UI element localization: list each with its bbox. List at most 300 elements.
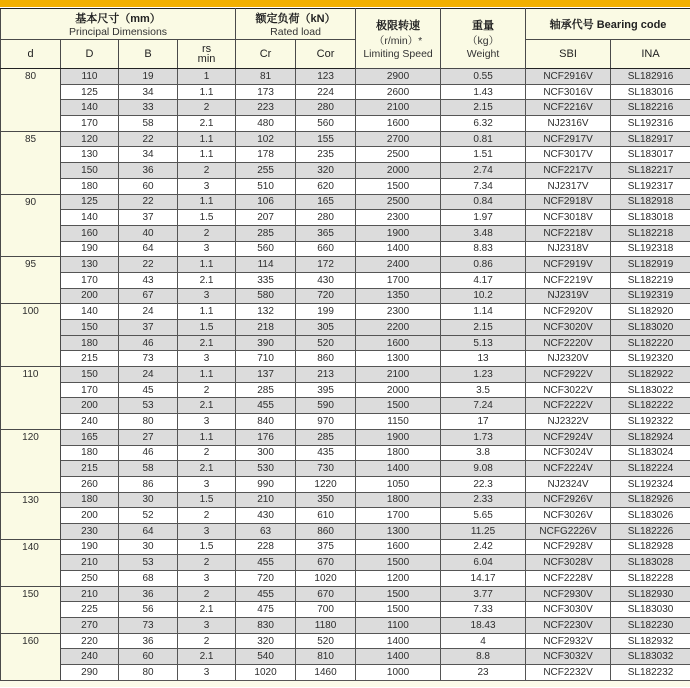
cell-B: 80 [119,414,178,430]
table-row [1,194,690,210]
cell-rs_min: 2 [178,586,236,602]
cell-B: 86 [119,476,178,492]
cell-B: 22 [119,131,178,147]
cell-weight: 3.48 [441,225,526,241]
bottom-strip [0,681,690,687]
cell-Cr: 510 [236,178,296,194]
rs-label: rs [201,43,212,55]
col-header-rs-min [178,40,236,69]
cell-weight: 2.74 [441,163,526,179]
cell-weight: 13 [441,351,526,367]
cell-ina_code: SL192318 [611,241,690,257]
cell-ina_code: SL183022 [611,382,690,398]
cell-limiting_speed: 2700 [356,131,441,147]
limiting-speed-unit: （r/min）* [373,35,423,47]
cell-ina_code: SL192317 [611,178,690,194]
cell-Cr: 560 [236,241,296,257]
cell-ina_code: SL183017 [611,147,690,163]
cell-D: 270 [61,618,119,634]
cell-ina_code: SL182222 [611,398,690,414]
table-row [1,649,690,665]
cell-D: 180 [61,178,119,194]
cell-B: 34 [119,84,178,100]
cell-ina_code: SL192316 [611,116,690,132]
cell-B: 64 [119,523,178,539]
cell-rs_min: 2.1 [178,272,236,288]
table-row [1,210,690,226]
cell-limiting_speed: 2600 [356,84,441,100]
cell-rs_min: 1.1 [178,257,236,273]
table-header [1,9,690,69]
table-row [1,508,690,524]
cell-rs_min: 1.1 [178,194,236,210]
cell-B: 60 [119,649,178,665]
cell-B: 37 [119,320,178,336]
cell-Cr: 102 [236,131,296,147]
table-row [1,351,690,367]
cell-rs_min: 2.1 [178,398,236,414]
cell-Cr: 455 [236,398,296,414]
cell-rs_min: 3 [178,288,236,304]
cell-sbi_code: NCF2922V [526,367,611,383]
header-limiting-speed [356,9,441,69]
cell-B: 60 [119,178,178,194]
top-accent-bar [0,0,690,7]
cell-B: 53 [119,398,178,414]
cell-limiting_speed: 2500 [356,147,441,163]
table-row [1,304,690,320]
weight-unit: （kg） [467,35,500,47]
cell-sbi_code: NCF3016V [526,84,611,100]
table-row [1,335,690,351]
cell-weight: 5.65 [441,508,526,524]
header-principal-dimensions [1,9,236,40]
cell-Cr: 455 [236,586,296,602]
cell-Cor: 320 [296,163,356,179]
cell-weight: 1.14 [441,304,526,320]
cell-limiting_speed: 1050 [356,476,441,492]
cell-D: 140 [61,304,119,320]
cell-D: 140 [61,210,119,226]
table-row [1,367,690,383]
cell-weight: 2.15 [441,100,526,116]
cell-limiting_speed: 2100 [356,100,441,116]
cell-limiting_speed: 1600 [356,335,441,351]
bore-diameter-cell: 95 [1,257,61,304]
cell-Cr: 106 [236,194,296,210]
cell-ina_code: SL192319 [611,288,690,304]
table-row [1,241,690,257]
cell-sbi_code: NCF2926V [526,492,611,508]
cell-D: 240 [61,649,119,665]
cell-ina_code: SL183020 [611,320,690,336]
cell-ina_code: SL182224 [611,461,690,477]
bore-diameter-cell: 90 [1,194,61,257]
cell-Cr: 390 [236,335,296,351]
cell-ina_code: SL182920 [611,304,690,320]
cell-weight: 1.51 [441,147,526,163]
cell-Cr: 430 [236,508,296,524]
table-row [1,555,690,571]
cell-Cor: 430 [296,272,356,288]
table-row [1,69,690,85]
header-bearing-code [526,9,690,40]
cell-limiting_speed: 2000 [356,163,441,179]
cell-B: 27 [119,429,178,445]
cell-limiting_speed: 2300 [356,210,441,226]
cell-weight: 3.77 [441,586,526,602]
table-row [1,131,690,147]
table-row [1,539,690,555]
cell-weight: 6.32 [441,116,526,132]
bore-diameter-cell: 150 [1,586,61,633]
col-header-B: B [119,40,178,69]
cell-sbi_code: NCF3018V [526,210,611,226]
cell-Cor: 285 [296,429,356,445]
cell-Cr: 176 [236,429,296,445]
bearing-code-label: 轴承代号 Bearing code [549,19,667,31]
cell-sbi_code: NJ2316V [526,116,611,132]
cell-Cr: 710 [236,351,296,367]
bore-diameter-cell: 100 [1,304,61,367]
cell-weight: 4 [441,633,526,649]
cell-rs_min: 3 [178,618,236,634]
cell-Cr: 475 [236,602,296,618]
cell-ina_code: SL182928 [611,539,690,555]
cell-weight: 18.43 [441,618,526,634]
cell-weight: 3.8 [441,445,526,461]
cell-rs_min: 2.1 [178,602,236,618]
table-row [1,272,690,288]
cell-D: 180 [61,492,119,508]
cell-Cor: 365 [296,225,356,241]
cell-sbi_code: NCF2924V [526,429,611,445]
cell-rs_min: 1 [178,69,236,85]
cell-rs_min: 1.1 [178,131,236,147]
table-row [1,100,690,116]
cell-Cor: 720 [296,288,356,304]
cell-ina_code: SL182219 [611,272,690,288]
col-header-sbi: SBI [526,40,611,69]
cell-Cr: 255 [236,163,296,179]
cell-rs_min: 3 [178,178,236,194]
cell-weight: 2.33 [441,492,526,508]
cell-Cor: 700 [296,602,356,618]
cell-sbi_code: NCF2222V [526,398,611,414]
cell-limiting_speed: 1700 [356,508,441,524]
cell-D: 220 [61,633,119,649]
bore-diameter-cell: 120 [1,429,61,492]
cell-limiting_speed: 1500 [356,602,441,618]
table-row [1,476,690,492]
col-header-d: d [1,40,61,69]
cell-Cor: 970 [296,414,356,430]
cell-ina_code: SL182220 [611,335,690,351]
cell-Cr: 830 [236,618,296,634]
cell-B: 30 [119,539,178,555]
cell-weight: 8.8 [441,649,526,665]
cell-B: 40 [119,225,178,241]
cell-B: 73 [119,351,178,367]
cell-ina_code: SL182218 [611,225,690,241]
cell-sbi_code: NCF2224V [526,461,611,477]
cell-rs_min: 2.1 [178,461,236,477]
cell-D: 230 [61,523,119,539]
cell-sbi_code: NCF2230V [526,618,611,634]
cell-rs_min: 3 [178,523,236,539]
cell-ina_code: SL182918 [611,194,690,210]
cell-sbi_code: NCF2217V [526,163,611,179]
cell-weight: 7.33 [441,602,526,618]
weight-en: Weight [466,48,500,60]
cell-Cor: 213 [296,367,356,383]
cell-Cor: 560 [296,116,356,132]
table-row [1,84,690,100]
cell-ina_code: SL183016 [611,84,690,100]
cell-sbi_code: NJ2317V [526,178,611,194]
cell-limiting_speed: 1200 [356,571,441,587]
col-header-D: D [61,40,119,69]
cell-D: 150 [61,163,119,179]
table-row [1,398,690,414]
cell-sbi_code: NJ2320V [526,351,611,367]
cell-ina_code: SL182217 [611,163,690,179]
principal-dimensions-en: Principal Dimensions [69,26,168,38]
cell-D: 215 [61,351,119,367]
cell-B: 46 [119,445,178,461]
table-row [1,602,690,618]
cell-Cor: 660 [296,241,356,257]
cell-sbi_code: NCF3032V [526,649,611,665]
cell-Cor: 199 [296,304,356,320]
cell-D: 290 [61,665,119,681]
table-row [1,461,690,477]
cell-Cr: 320 [236,633,296,649]
table-row [1,633,690,649]
cell-D: 240 [61,414,119,430]
cell-rs_min: 2.1 [178,116,236,132]
table-row [1,414,690,430]
cell-Cr: 540 [236,649,296,665]
cell-Cor: 730 [296,461,356,477]
cell-D: 160 [61,225,119,241]
cell-rs_min: 1.1 [178,84,236,100]
table-row [1,320,690,336]
cell-sbi_code: NCF2228V [526,571,611,587]
cell-weight: 0.55 [441,69,526,85]
col-header-cr: Cr [236,40,296,69]
cell-rs_min: 1.1 [178,429,236,445]
cell-Cr: 137 [236,367,296,383]
cell-Cor: 224 [296,84,356,100]
cell-rs_min: 3 [178,351,236,367]
cell-Cr: 285 [236,382,296,398]
cell-sbi_code: NCFG2226V [526,523,611,539]
cell-sbi_code: NJ2319V [526,288,611,304]
table-row [1,257,690,273]
cell-limiting_speed: 1400 [356,461,441,477]
cell-Cor: 375 [296,539,356,555]
table-row [1,163,690,179]
cell-ina_code: SL182232 [611,665,690,681]
cell-weight: 2.42 [441,539,526,555]
cell-Cor: 172 [296,257,356,273]
cell-ina_code: SL182924 [611,429,690,445]
cell-rs_min: 2 [178,633,236,649]
cell-ina_code: SL182228 [611,571,690,587]
cell-Cor: 670 [296,586,356,602]
cell-D: 200 [61,288,119,304]
cell-Cor: 305 [296,320,356,336]
cell-Cr: 114 [236,257,296,273]
cell-rs_min: 1.5 [178,539,236,555]
cell-rs_min: 3 [178,476,236,492]
cell-D: 130 [61,257,119,273]
cell-ina_code: SL183024 [611,445,690,461]
cell-D: 170 [61,272,119,288]
cell-weight: 7.24 [441,398,526,414]
cell-limiting_speed: 1400 [356,649,441,665]
cell-B: 52 [119,508,178,524]
cell-sbi_code: NCF2918V [526,194,611,210]
cell-Cor: 165 [296,194,356,210]
cell-D: 250 [61,571,119,587]
bore-diameter-cell: 80 [1,69,61,132]
cell-D: 210 [61,555,119,571]
cell-sbi_code: NJ2318V [526,241,611,257]
cell-sbi_code: NCF3030V [526,602,611,618]
cell-B: 24 [119,304,178,320]
cell-D: 110 [61,69,119,85]
cell-ina_code: SL182919 [611,257,690,273]
cell-Cr: 580 [236,288,296,304]
col-header-ina: INA [611,40,690,69]
cell-weight: 3.5 [441,382,526,398]
cell-Cor: 810 [296,649,356,665]
cell-weight: 23 [441,665,526,681]
bore-diameter-cell: 110 [1,367,61,430]
cell-limiting_speed: 2100 [356,367,441,383]
table-row [1,523,690,539]
weight-zh: 重量 [472,20,495,32]
cell-Cr: 285 [236,225,296,241]
cell-rs_min: 1.5 [178,492,236,508]
cell-Cor: 620 [296,178,356,194]
cell-weight: 11.25 [441,523,526,539]
cell-sbi_code: NCF2916V [526,69,611,85]
cell-weight: 22.3 [441,476,526,492]
cell-Cor: 520 [296,335,356,351]
cell-Cor: 670 [296,555,356,571]
table-row [1,147,690,163]
cell-Cr: 210 [236,492,296,508]
cell-Cor: 123 [296,69,356,85]
cell-Cor: 520 [296,633,356,649]
cell-B: 56 [119,602,178,618]
table-row [1,225,690,241]
table-row [1,665,690,681]
cell-limiting_speed: 1300 [356,351,441,367]
cell-D: 150 [61,320,119,336]
rs-min-label: min [197,53,216,65]
cell-B: 36 [119,586,178,602]
cell-ina_code: SL192320 [611,351,690,367]
cell-limiting_speed: 2400 [356,257,441,273]
cell-Cr: 81 [236,69,296,85]
table-row [1,178,690,194]
cell-limiting_speed: 1600 [356,116,441,132]
cell-D: 140 [61,100,119,116]
col-header-cor: Cor [296,40,356,69]
cell-sbi_code: NCF3022V [526,382,611,398]
cell-D: 170 [61,382,119,398]
cell-limiting_speed: 1800 [356,492,441,508]
bore-diameter-cell: 85 [1,131,61,194]
cell-Cr: 720 [236,571,296,587]
cell-limiting_speed: 1400 [356,241,441,257]
cell-B: 30 [119,492,178,508]
bore-diameter-cell: 160 [1,633,61,680]
cell-ina_code: SL183018 [611,210,690,226]
cell-Cor: 1020 [296,571,356,587]
cell-B: 33 [119,100,178,116]
cell-D: 190 [61,539,119,555]
cell-weight: 14.17 [441,571,526,587]
cell-limiting_speed: 2200 [356,320,441,336]
cell-sbi_code: NCF3020V [526,320,611,336]
cell-rs_min: 2 [178,508,236,524]
cell-D: 125 [61,194,119,210]
cell-weight: 2.15 [441,320,526,336]
cell-Cr: 132 [236,304,296,320]
cell-Cr: 1020 [236,665,296,681]
cell-B: 37 [119,210,178,226]
cell-ina_code: SL182226 [611,523,690,539]
cell-limiting_speed: 1900 [356,429,441,445]
cell-Cor: 280 [296,210,356,226]
cell-Cr: 207 [236,210,296,226]
cell-limiting_speed: 1400 [356,633,441,649]
cell-Cr: 990 [236,476,296,492]
cell-ina_code: SL182216 [611,100,690,116]
cell-sbi_code: NCF2218V [526,225,611,241]
cell-weight: 1.97 [441,210,526,226]
table-row [1,429,690,445]
cell-limiting_speed: 1500 [356,398,441,414]
cell-B: 46 [119,335,178,351]
cell-limiting_speed: 1500 [356,178,441,194]
cell-ina_code: SL182230 [611,618,690,634]
cell-Cr: 300 [236,445,296,461]
cell-B: 22 [119,257,178,273]
cell-Cor: 395 [296,382,356,398]
cell-ina_code: SL182916 [611,69,690,85]
cell-rs_min: 1.5 [178,320,236,336]
cell-B: 67 [119,288,178,304]
cell-B: 73 [119,618,178,634]
cell-Cr: 63 [236,523,296,539]
cell-Cr: 480 [236,116,296,132]
table-row [1,586,690,602]
table-row [1,382,690,398]
cell-Cr: 218 [236,320,296,336]
cell-Cr: 173 [236,84,296,100]
cell-ina_code: SL183030 [611,602,690,618]
cell-ina_code: SL192322 [611,414,690,430]
cell-rs_min: 3 [178,241,236,257]
cell-D: 215 [61,461,119,477]
cell-sbi_code: NCF3028V [526,555,611,571]
